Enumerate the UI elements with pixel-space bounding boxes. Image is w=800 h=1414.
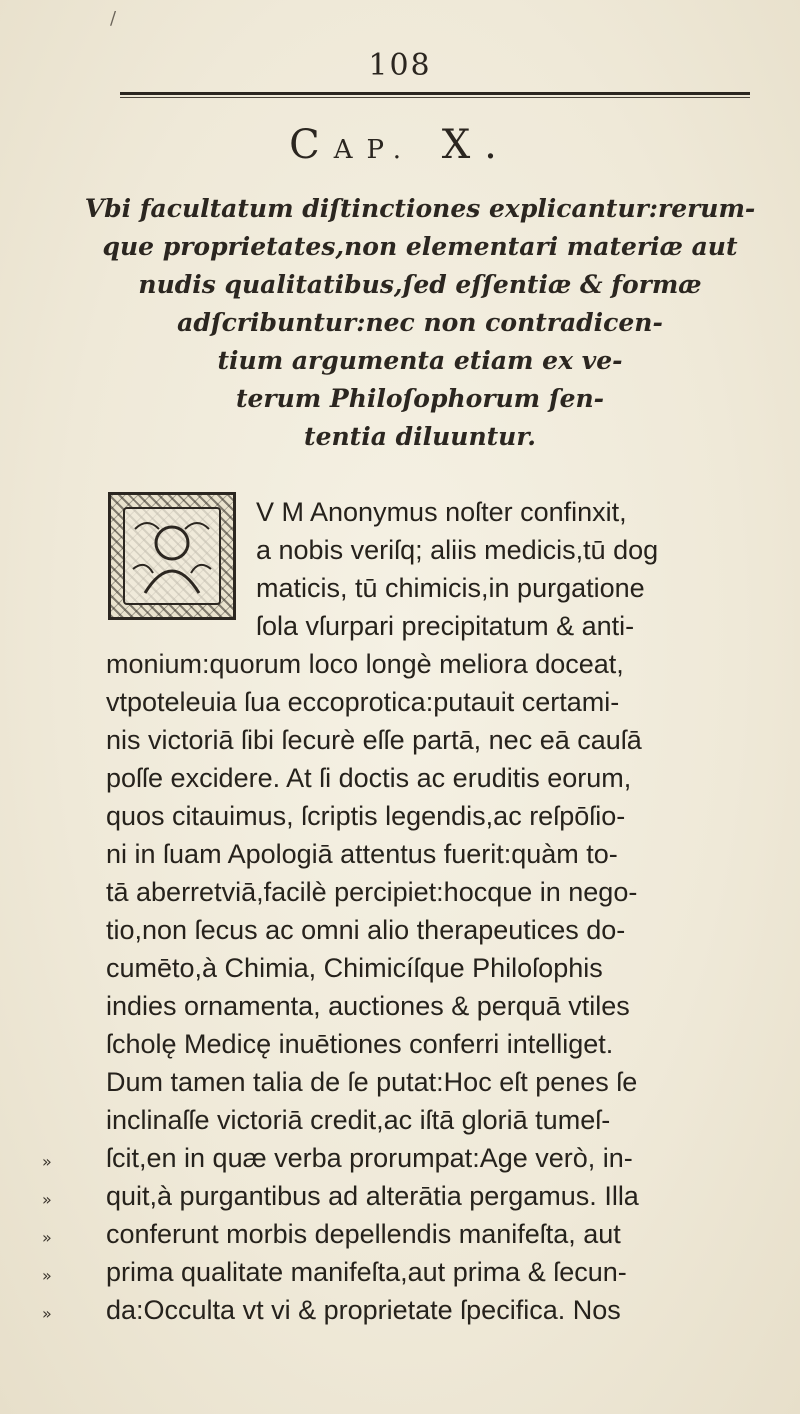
body-line: tio,non ſecus ac omni alio therapeutices do- [106,915,626,945]
body-line: ſcholę Medicę inuētiones conferri intelliget. [106,1029,614,1059]
margin-quote-mark: » [42,1228,52,1247]
margin-quote-mark: » [42,1304,52,1323]
body-line: nis victoriā ſibi ſecurè eſſe partā, nec eā cauſā [106,725,642,755]
body-line: poſſe excidere. At ſi doctis ac eruditis eorum, [106,763,632,793]
page-number: 108 [368,48,432,83]
summary-line: tentia diluuntur. [304,422,536,451]
body-line: ſola vſurpari precipitatum & anti- [256,611,635,641]
body-line: prima qualitate manifeſta,aut prima & ſecun- [106,1257,627,1287]
body-line: V M Anonymus noſter confinxit, [256,497,627,527]
ornamental-initial-frame [123,507,221,605]
body-line: indies ornamenta, auctiones & perquā vtiles [106,991,630,1021]
body-line: maticis, tū chimicis,in purgatione [256,573,645,603]
body-line: quos citauimus, ſcriptis legendis,ac reſpōſio- [106,801,626,831]
body-line: inclinaſſe victoriā credit,ac iſtā gloriā tumeſ- [106,1105,611,1135]
summary-line: nudis qualitatibus,ſed eſſentiæ & formæ [138,270,702,299]
body-line: ſcit,en in quæ verba prorumpat:Age verò, in- [106,1143,633,1173]
chapter-summary [80,190,760,456]
body-line: ni in ſuam Apologiā attentus fuerit:quàm to- [106,839,618,869]
summary-line: que proprietates,non elementari materiæ aut [102,232,738,261]
body-line: da:Occulta vt vi & proprietate ſpecifica. Nos [106,1295,621,1325]
chapter-label-rest: AP. [333,135,415,165]
body-line: vtpoteleuia ſua eccoprotica:putauit certami- [106,687,620,717]
summary-line: tium argumenta etiam ex ve- [217,346,623,375]
margin-quote-mark: » [42,1190,52,1209]
summary-line: Vbi facultatum diſtinctiones explicantur:rerum- [84,194,756,223]
stray-mark: / [110,8,117,29]
ornamental-initial-icon [108,492,236,620]
margin-quote-mark: » [42,1152,52,1171]
body-line: Dum tamen talia de ſe putat:Hoc eſt penes ſe [106,1067,638,1097]
chapter-heading [0,122,800,168]
ornamental-figure-icon [125,509,219,603]
summary-line: terum Philoſophorum ſen- [235,384,605,413]
summary-line: adſcribuntur:nec non contradicen- [177,308,663,337]
body-line: quit,à purgantibus ad alterātia pergamus. Illa [106,1181,639,1211]
body-line: monium:quorum loco longè meliora doceat, [106,649,624,679]
body-line: conferunt morbis depellendis manifeſta, aut [106,1219,621,1249]
body-line: a nobis veriſq; aliis medicis,tū dog [256,535,659,565]
chapter-number: X. [441,122,511,168]
chapter-label-initial: C [289,122,334,168]
header-rule [120,92,750,98]
body-line: tā aberretviā,facilè percipiet:hocque in nego- [106,877,638,907]
margin-quote-mark: » [42,1266,52,1285]
body-line: cumēto,à Chimia, Chimicíſque Philoſophis [106,953,603,983]
